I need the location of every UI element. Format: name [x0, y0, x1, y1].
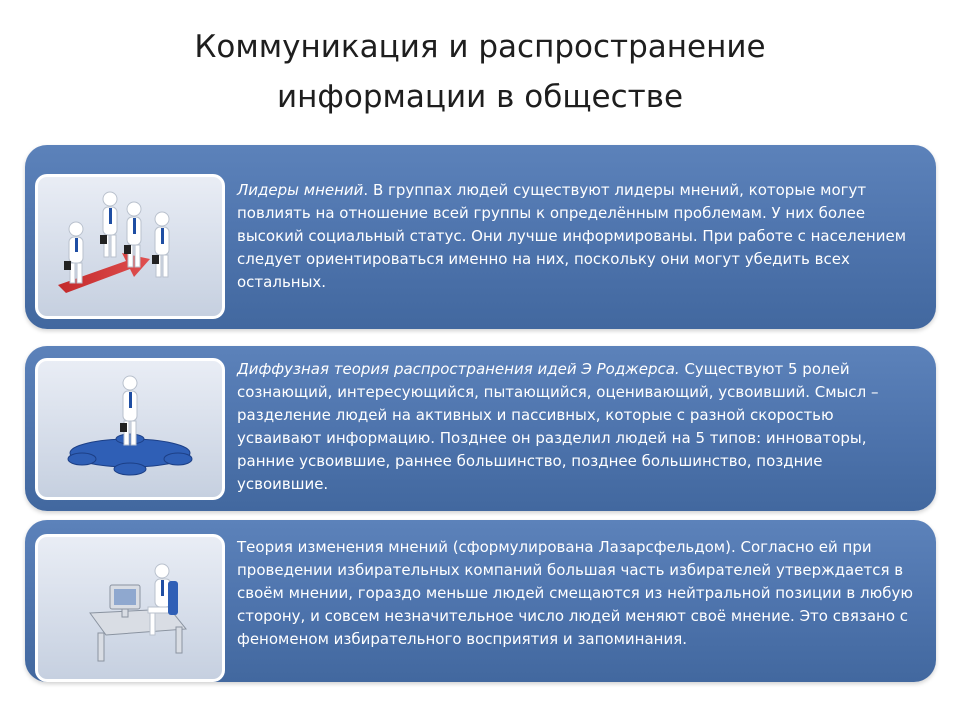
title-line-1: Коммуникация и распространение	[194, 29, 766, 65]
person-on-puzzle-icon	[38, 361, 222, 497]
business-people-group-arrow-icon	[38, 177, 222, 316]
opinion-change-body: Теория изменения мнений (сформулирована Лазарсфельдом). Согласно ей при проведении избирательных компаний большая часть избирателей утверждается в своём мнении, гораздо меньше людей смещаются из нейтральной позиции в любую сторону, и совсем незначительное число людей меняют своё мнение. Это связано с феноменом избирательного восприятия и запоминания.	[237, 538, 914, 648]
diffusion-theory-card	[25, 346, 936, 511]
diffusion-theory-lead: Диффузная теория распространения идей Э Роджерса.	[237, 360, 680, 378]
opinion-leaders-body: . В группах людей существуют лидеры мнений, которые могут повлиять на отношение всей группы к определённым проблемам. У них более высокий социальный статус. Они лучше информированы. При работе с населением следует ориентироваться именно на них, поскольку они могут убедить всех остальных.	[237, 181, 907, 291]
diffusion-theory-body: Существуют 5 ролей сознающий, интересующийся, пытающийся, оценивающий, усвоивший. Смысл – разделение людей на активных и пассивных, которые с разной скоростью усваивают информацию. Позднее он разделил людей на 5 типов: инноваторы, ранние усвоившие, раннее большинство, позднее большинство, поздние усвоившие.	[237, 360, 879, 493]
title-line-2: информации в обществе	[276, 79, 684, 115]
opinion-leaders-lead: Лидеры мнений	[237, 181, 364, 199]
opinion-leaders-card	[25, 145, 936, 329]
diffusion-theory-text	[237, 358, 917, 496]
card-image-frame	[35, 358, 225, 500]
opinion-leaders-text	[237, 179, 909, 294]
card-image-frame	[35, 174, 225, 319]
opinion-change-card	[25, 520, 936, 682]
page-title	[80, 22, 880, 122]
person-at-computer-desk-icon	[38, 537, 222, 679]
opinion-change-text	[237, 536, 917, 651]
card-image-frame	[35, 534, 225, 682]
